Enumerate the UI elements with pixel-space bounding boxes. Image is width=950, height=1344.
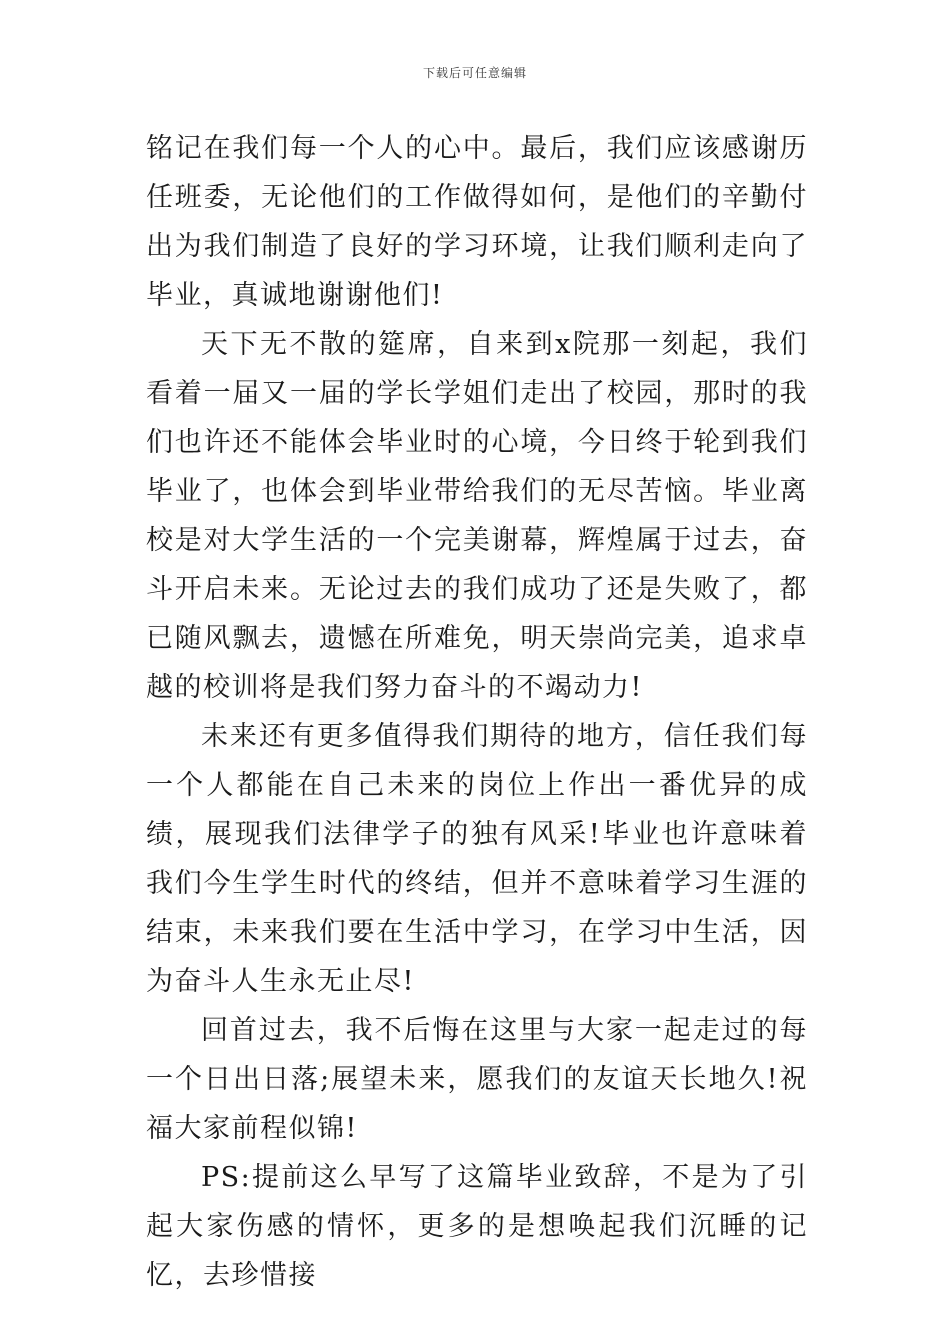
paragraph: PS:提前这么早写了这篇毕业致辞，不是为了引起大家伤感的情怀，更多的是想唤起我们沉睡的记忆，去珍惜接 xyxy=(146,1162,808,1291)
paragraph: 未来还有更多值得我们期待的地方，信任我们每一个人都能在自己未来的岗位上作出一番优异的成绩，展现我们法律学子的独有风采!毕业也许意味着我们今生学生时代的终结，但并不意味着学习生涯的结束，未来我们要在生活中学习，在学习中生活，因为奋斗人生永无止尽! xyxy=(146,721,808,997)
paragraph: 天下无不散的筵席，自来到x院那一刻起，我们看着一届又一届的学长学姐们走出了校园，那时的我们也许还不能体会毕业时的心境，今日终于轮到我们毕业了，也体会到毕业带给我们的无尽苦恼。毕业离校是对大学生活的一个完美谢幕，辉煌属于过去，奋斗开启未来。无论过去的我们成功了还是失败了，都已随风飘去，遗憾在所难免，明天崇尚完美，追求卓越的校训将是我们努力奋斗的不竭动力! xyxy=(146,329,808,703)
paragraph-continued: 铭记在我们每一个人的心中。最后，我们应该感谢历任班委，无论他们的工作做得如何，是他们的辛勤付出为我们制造了良好的学习环境，让我们顺利走向了毕业，真诚地谢谢他们! xyxy=(146,133,808,311)
page-header: 下载后可任意编辑 xyxy=(422,66,527,80)
document-body xyxy=(146,124,808,1300)
paragraph: 回首过去，我不后悔在这里与大家一起走过的每一个日出日落;展望未来，愿我们的友谊天长地久!祝福大家前程似锦! xyxy=(146,1015,808,1144)
